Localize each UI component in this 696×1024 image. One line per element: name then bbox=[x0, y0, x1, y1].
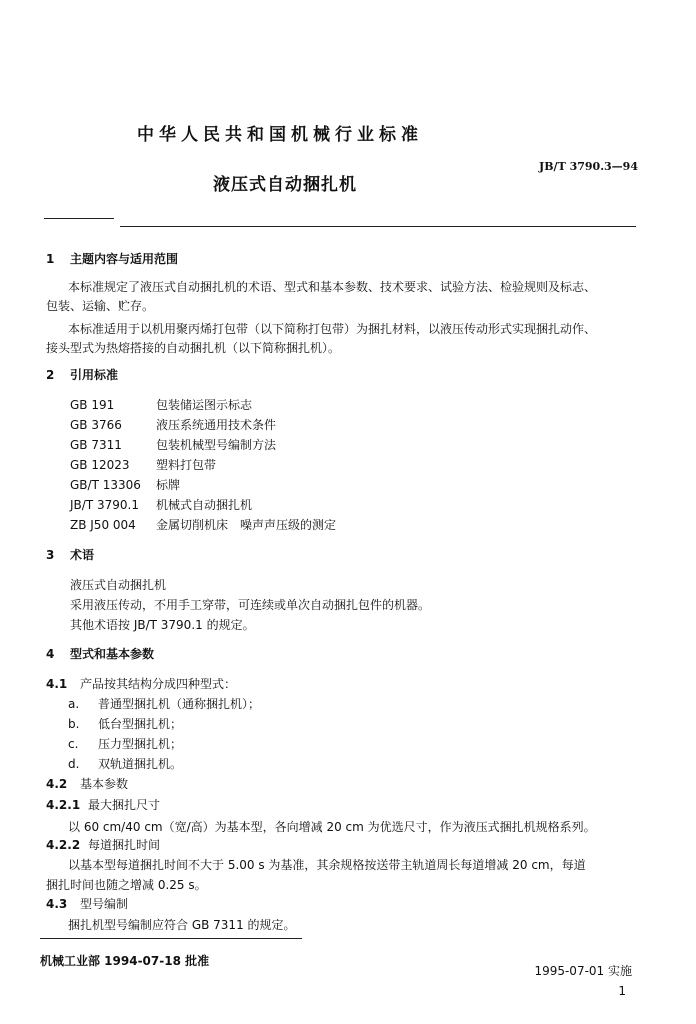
reference-name: 机械式自动捆扎机 bbox=[156, 498, 253, 512]
subsection-title: 基本参数 bbox=[80, 777, 129, 791]
reference-name: 包装储运图示标志 bbox=[156, 398, 253, 412]
subsection-4-2-2 bbox=[46, 836, 160, 853]
subsection-number: 4.2.1 bbox=[46, 798, 81, 812]
type-text: 低台型捆扎机； bbox=[98, 717, 183, 731]
s1-paragraph-1-line-2: 包装、运输、贮存。 bbox=[46, 299, 155, 313]
section-title: 术语 bbox=[70, 548, 95, 562]
type-item bbox=[68, 695, 260, 712]
subsection-title: 每道捆扎时间 bbox=[88, 838, 161, 852]
reference-code: GB 12023 bbox=[70, 458, 130, 472]
section-number: 1 bbox=[46, 252, 55, 266]
standard-number: JB/T 3790.3—94 bbox=[539, 160, 638, 173]
type-letter: d. bbox=[68, 757, 80, 771]
footer-rule bbox=[40, 938, 302, 939]
type-item bbox=[68, 715, 182, 732]
subsection-4-2-2-text-line-1: 以基本型每道捆扎时间不大于 5.00 s 为基准，其余规格按送带主轨道周长每道增减 20 cm，每道 bbox=[68, 858, 586, 872]
subsection-number: 4.2.2 bbox=[46, 838, 81, 852]
section-number: 4 bbox=[46, 647, 55, 661]
reference-code: JB/T 3790.1 bbox=[70, 498, 139, 512]
implementation-date: 1995-07-01 实施 bbox=[534, 964, 632, 978]
type-letter: c. bbox=[68, 737, 79, 751]
type-text: 普通型捆扎机（通称捆扎机）； bbox=[98, 697, 261, 711]
section-1-heading bbox=[46, 250, 178, 267]
s1-paragraph-2-line-2: 接头型式为热熔搭接的自动捆扎机（以下简称捆扎机）。 bbox=[46, 341, 341, 355]
reference-item bbox=[70, 496, 252, 513]
subsection-4-1 bbox=[46, 675, 236, 692]
document-title: 液压式自动捆扎机 bbox=[213, 175, 357, 195]
approval-date: 机械工业部 1994-07-18 批准 bbox=[40, 954, 210, 968]
term-other: 其他术语按 JB/T 3790.1 的规定。 bbox=[70, 618, 255, 632]
subsection-4-2-2-text-line-2: 捆扎时间也随之增减 0.25 s。 bbox=[46, 878, 207, 892]
subsection-text: 产品按其结构分成四种型式： bbox=[80, 677, 237, 691]
type-letter: a. bbox=[68, 697, 80, 711]
section-number: 2 bbox=[46, 368, 55, 382]
reference-name: 塑料打包带 bbox=[156, 458, 217, 472]
reference-name: 液压系统通用技术条件 bbox=[156, 418, 277, 432]
reference-item bbox=[70, 416, 276, 433]
reference-item bbox=[70, 476, 180, 493]
section-number: 3 bbox=[46, 548, 55, 562]
subsection-4-2 bbox=[46, 775, 128, 792]
type-item bbox=[68, 755, 182, 772]
type-text: 压力型捆扎机； bbox=[98, 737, 183, 751]
reference-name: 金属切削机床 噪声声压级的测定 bbox=[156, 518, 337, 532]
type-text: 双轨道捆扎机。 bbox=[98, 757, 183, 771]
subsection-4-3-text: 捆扎机型号编制应符合 GB 7311 的规定。 bbox=[68, 918, 296, 932]
org-title: 中华人民共和国机械行业标准 bbox=[137, 125, 423, 145]
section-title: 主题内容与适用范围 bbox=[70, 252, 179, 266]
term-name: 液压式自动捆扎机 bbox=[70, 578, 167, 592]
reference-code: ZB J50 004 bbox=[70, 518, 136, 532]
reference-code: GB 3766 bbox=[70, 418, 122, 432]
title-rule-left bbox=[44, 218, 114, 219]
subsection-title: 最大捆扎尺寸 bbox=[88, 798, 161, 812]
s1-paragraph-2-line-1: 本标准适用于以机用聚丙烯打包带（以下简称打包带）为捆扎材料，以液压传动形式实现捆扎动作、 bbox=[68, 322, 597, 336]
reference-item bbox=[70, 436, 276, 453]
subsection-title: 型号编制 bbox=[80, 897, 129, 911]
type-item bbox=[68, 735, 182, 752]
term-definition: 采用液压传动，不用手工穿带，可连续或单次自动捆扎包件的机器。 bbox=[70, 598, 431, 612]
subsection-number: 4.1 bbox=[46, 677, 68, 691]
section-3-heading bbox=[46, 546, 94, 563]
type-letter: b. bbox=[68, 717, 80, 731]
reference-item bbox=[70, 396, 252, 413]
subsection-4-2-1-text: 以 60 cm/40 cm（宽/高）为基本型，各向增减 20 cm 为优选尺寸，作为液压式捆扎机规格系列。 bbox=[68, 820, 596, 834]
s1-paragraph-1-line-1: 本标准规定了液压式自动捆扎机的术语、型式和基本参数、技术要求、试验方法、检验规则及标志、 bbox=[68, 280, 597, 294]
reference-code: GB/T 13306 bbox=[70, 478, 141, 492]
reference-code: GB 191 bbox=[70, 398, 115, 412]
section-title: 引用标准 bbox=[70, 368, 119, 382]
section-2-heading bbox=[46, 366, 118, 383]
subsection-4-3 bbox=[46, 895, 128, 912]
reference-name: 包装机械型号编制方法 bbox=[156, 438, 277, 452]
section-4-heading bbox=[46, 645, 154, 662]
reference-item bbox=[70, 456, 216, 473]
subsection-number: 4.3 bbox=[46, 897, 68, 911]
reference-item bbox=[70, 516, 336, 533]
reference-code: GB 7311 bbox=[70, 438, 122, 452]
title-rule-main bbox=[120, 226, 636, 227]
reference-name: 标牌 bbox=[156, 478, 181, 492]
page-number: 1 bbox=[618, 984, 626, 998]
section-title: 型式和基本参数 bbox=[70, 647, 155, 661]
subsection-4-2-1 bbox=[46, 796, 160, 813]
subsection-number: 4.2 bbox=[46, 777, 68, 791]
